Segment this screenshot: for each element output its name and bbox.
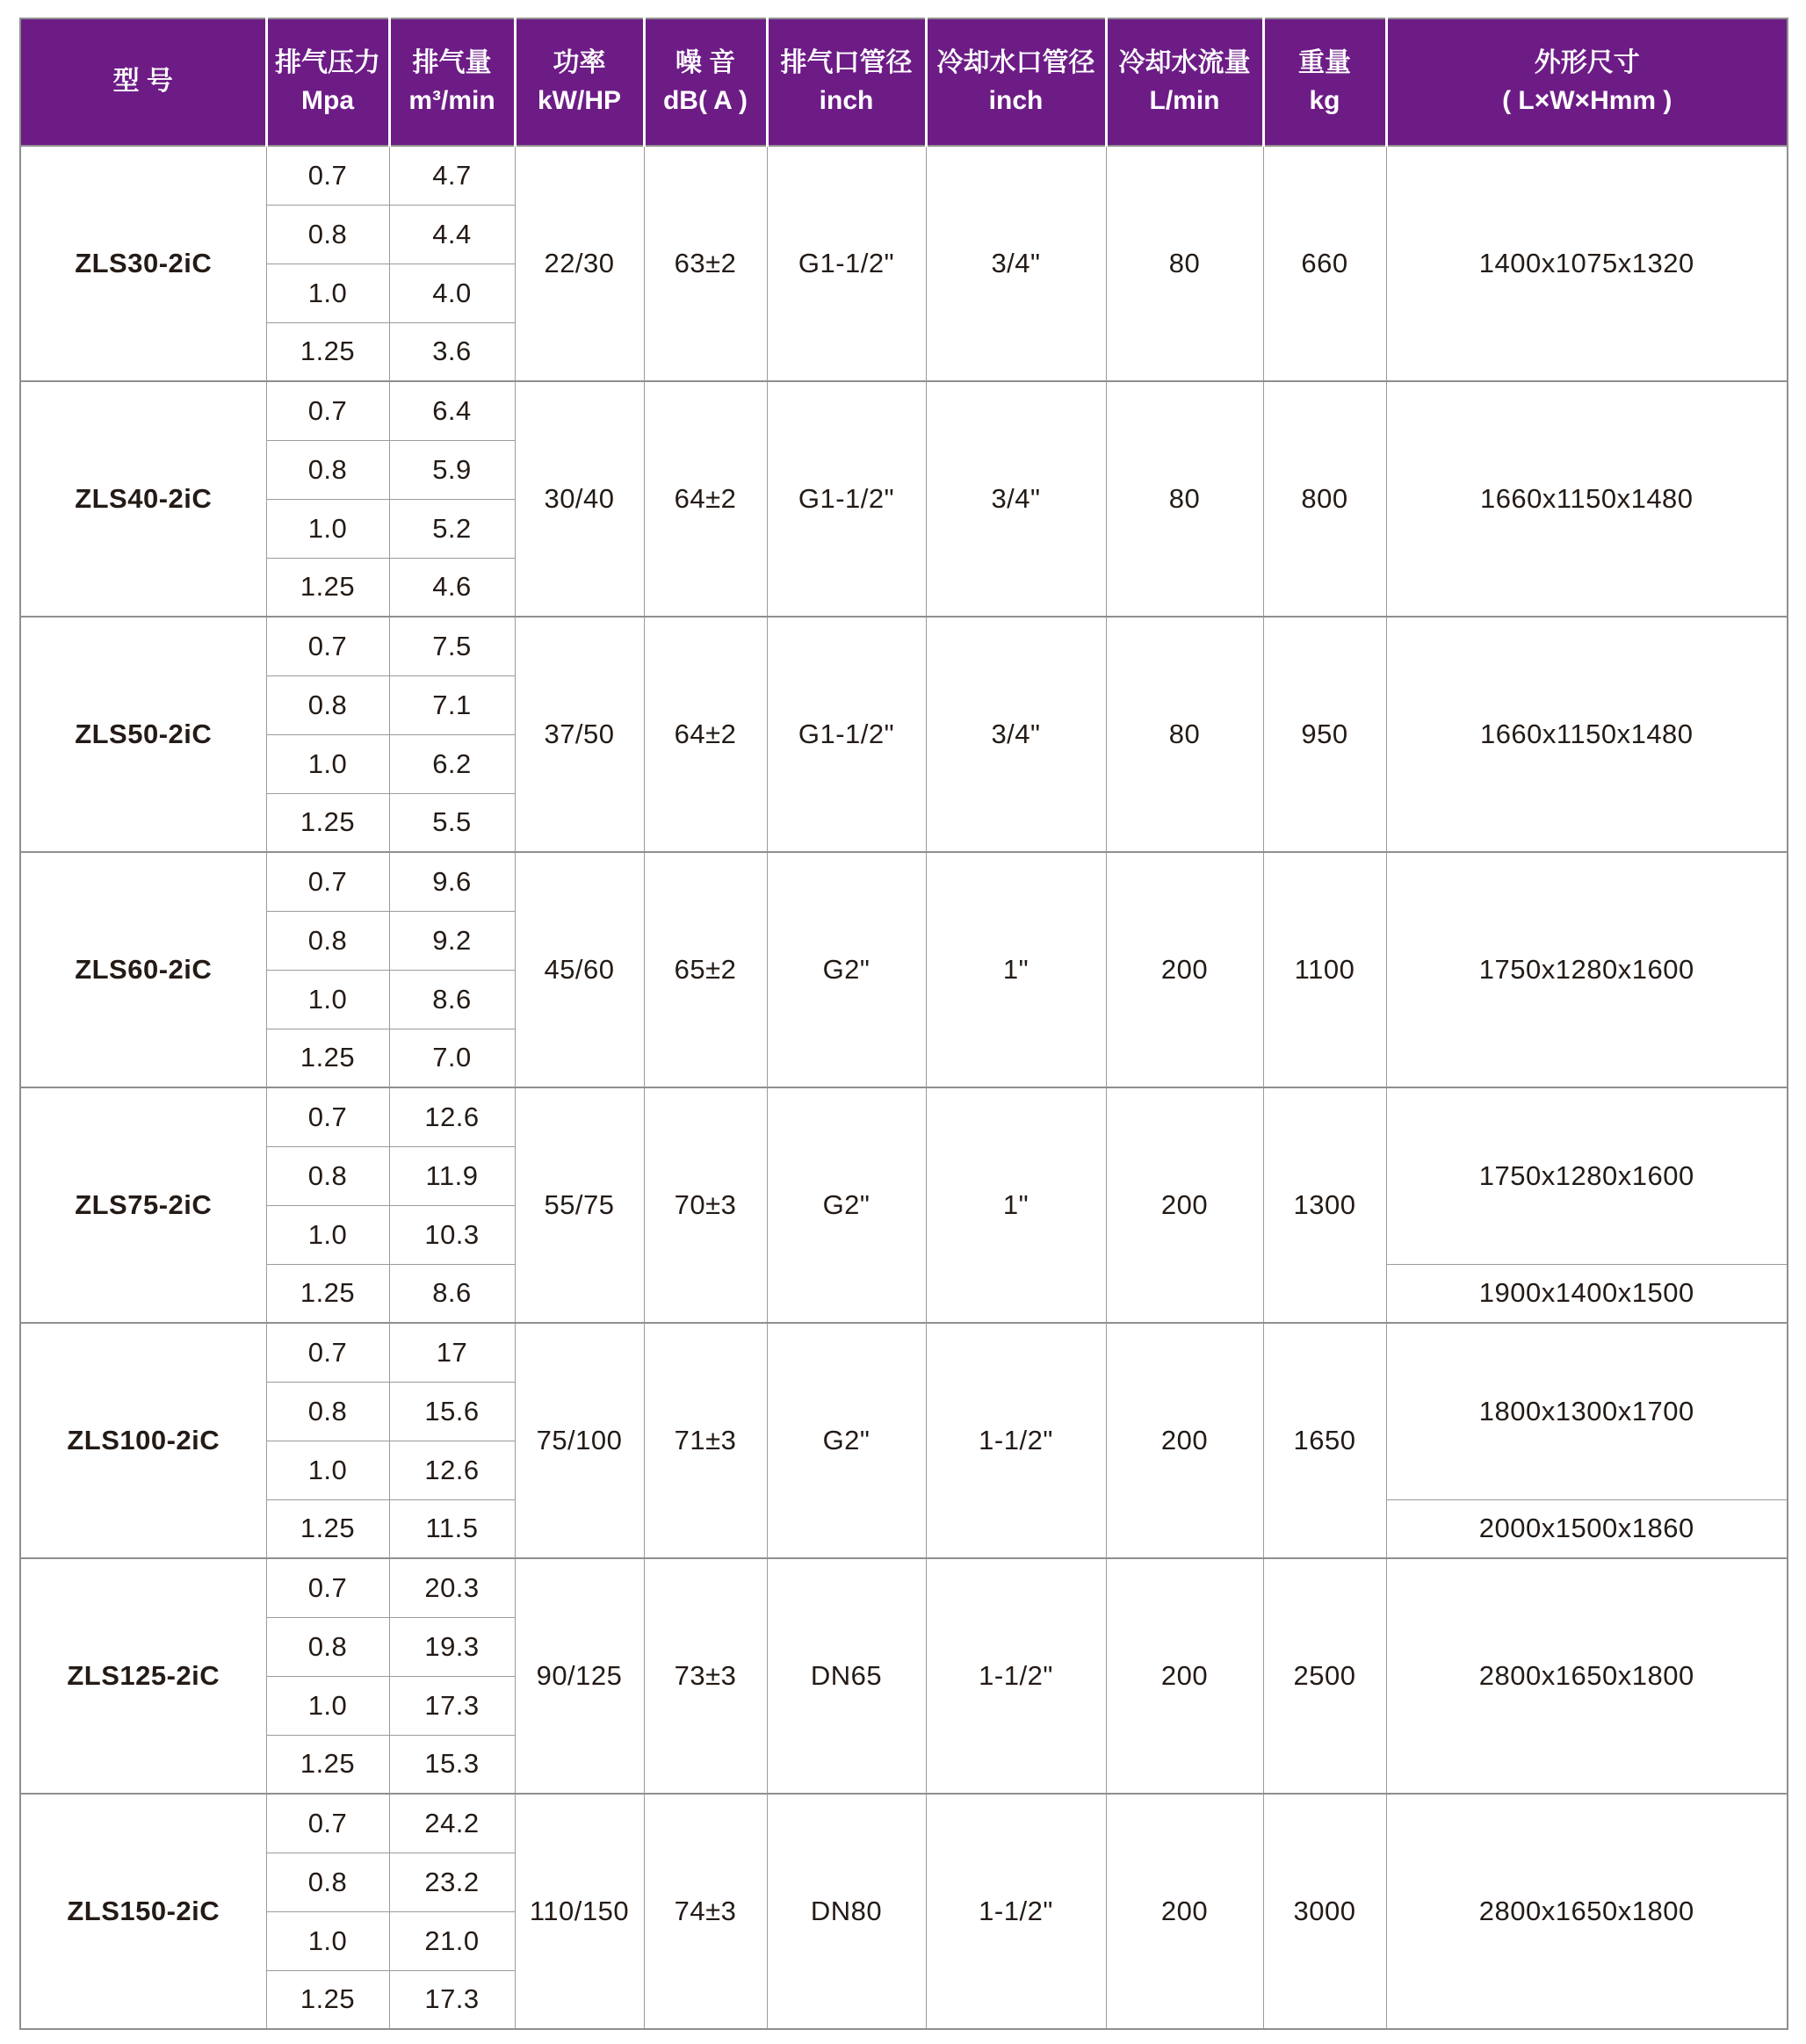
spec-table-header [20,18,1788,146]
flow-cell: 6.2 [389,734,515,793]
noise-cell: 64±2 [644,381,767,617]
outlet-pipe-cell: G1-1/2" [767,146,926,381]
flow-cell: 3.6 [389,322,515,381]
flow-cell: 23.2 [389,1853,515,1911]
spec-row-ZLS50-2iC-0 [20,617,1788,675]
dimensions-cell: 1660x1150x1480 [1386,381,1788,617]
flow-cell: 19.3 [389,1617,515,1676]
weight-cell: 2500 [1263,1558,1386,1794]
dimensions-cell-alt: 2000x1500x1860 [1386,1499,1788,1558]
pressure-cell: 1.25 [266,1029,389,1087]
pressure-cell: 1.0 [266,499,389,558]
water-flow-cell: 80 [1106,617,1263,852]
flow-cell: 4.6 [389,558,515,617]
flow-cell: 8.6 [389,970,515,1029]
spec-row-ZLS40-2iC-0 [20,381,1788,440]
water-flow-cell: 200 [1106,852,1263,1087]
pressure-cell: 0.7 [266,1794,389,1853]
model-cell: ZLS125-2iC [20,1558,266,1794]
power-cell: 45/60 [515,852,644,1087]
flow-cell: 5.9 [389,440,515,499]
weight-cell: 3000 [1263,1794,1386,2029]
weight-cell: 1100 [1263,852,1386,1087]
header-cell-model [20,18,266,146]
header-row [20,18,1788,146]
noise-cell: 70±3 [644,1087,767,1323]
pressure-cell: 1.25 [266,1499,389,1558]
flow-cell: 9.2 [389,911,515,970]
spec-row-ZLS150-2iC-0 [20,1794,1788,1853]
dimensions-cell: 1400x1075x1320 [1386,146,1788,381]
dimensions-cell: 1660x1150x1480 [1386,617,1788,852]
water-flow-cell: 80 [1106,146,1263,381]
pressure-cell: 1.0 [266,1205,389,1264]
power-cell: 75/100 [515,1323,644,1558]
model-cell: ZLS30-2iC [20,146,266,381]
header-title-dims: 外形尺寸 [1534,48,1640,77]
weight-cell: 950 [1263,617,1386,852]
pressure-cell: 0.7 [266,617,389,675]
power-cell: 110/150 [515,1794,644,2029]
spec-row-ZLS60-2iC-0 [20,852,1788,911]
flow-cell: 10.3 [389,1205,515,1264]
outlet-pipe-cell: G2" [767,852,926,1087]
header-title-flow: 排气量 [412,48,492,77]
pressure-cell: 0.7 [266,146,389,205]
pressure-cell: 1.0 [266,1911,389,1970]
header-unit-flow: m³/min [408,85,495,115]
water-port-cell: 3/4" [926,381,1106,617]
dimensions-cell: 2800x1650x1800 [1386,1558,1788,1794]
flow-cell: 4.0 [389,264,515,322]
weight-cell: 1650 [1263,1323,1386,1558]
flow-cell: 11.5 [389,1499,515,1558]
outlet-pipe-cell: G2" [767,1087,926,1323]
flow-cell: 17 [389,1323,515,1382]
header-cell-water_port [926,18,1106,146]
outlet-pipe-cell: G2" [767,1323,926,1558]
pressure-cell: 0.8 [266,440,389,499]
header-title-model: 型 号 [112,67,173,97]
flow-cell: 24.2 [389,1794,515,1853]
pressure-cell: 0.8 [266,911,389,970]
water-port-cell: 1" [926,1087,1106,1323]
pressure-cell: 0.8 [266,1853,389,1911]
model-cell: ZLS50-2iC [20,617,266,852]
noise-cell: 71±3 [644,1323,767,1558]
pressure-cell: 1.25 [266,1735,389,1794]
outlet-pipe-cell: DN80 [767,1794,926,2029]
power-cell: 90/125 [515,1558,644,1794]
water-port-cell: 1" [926,852,1106,1087]
spec-table-container [19,18,1787,2030]
header-title-outlet: 排气口管径 [780,48,913,77]
header-title-power: 功率 [553,48,606,77]
header-title-water_port: 冷却水口管径 [936,48,1095,77]
header-unit-dims: ( L×W×Hmm ) [1502,85,1672,115]
water-port-cell: 1-1/2" [926,1323,1106,1558]
pressure-cell: 0.8 [266,1146,389,1205]
flow-cell: 17.3 [389,1676,515,1735]
flow-cell: 15.6 [389,1382,515,1441]
flow-cell: 6.4 [389,381,515,440]
header-cell-dims [1386,18,1788,146]
pressure-cell: 1.0 [266,734,389,793]
model-cell: ZLS75-2iC [20,1087,266,1323]
header-unit-power: kW/HP [537,85,621,115]
header-cell-pressure [266,18,389,146]
header-unit-noise: dB( A ) [662,85,748,115]
water-flow-cell: 200 [1106,1558,1263,1794]
spec-table-body [20,146,1788,2029]
model-cell: ZLS60-2iC [20,852,266,1087]
header-unit-water_port: inch [988,85,1044,115]
header-title-pressure: 排气压力 [275,48,380,77]
pressure-cell: 0.8 [266,1617,389,1676]
water-port-cell: 1-1/2" [926,1794,1106,2029]
pressure-cell: 1.0 [266,1676,389,1735]
header-unit-weight: kg [1309,85,1340,115]
power-cell: 30/40 [515,381,644,617]
flow-cell: 21.0 [389,1911,515,1970]
dimensions-cell-alt: 1900x1400x1500 [1386,1264,1788,1323]
model-cell: ZLS150-2iC [20,1794,266,2029]
flow-cell: 7.0 [389,1029,515,1087]
noise-cell: 74±3 [644,1794,767,2029]
pressure-cell: 0.8 [266,205,389,264]
dimensions-cell: 1750x1280x1600 [1386,852,1788,1087]
flow-cell: 20.3 [389,1558,515,1617]
flow-cell: 15.3 [389,1735,515,1794]
outlet-pipe-cell: G1-1/2" [767,381,926,617]
noise-cell: 63±2 [644,146,767,381]
spec-row-ZLS30-2iC-0 [20,146,1788,205]
dimensions-cell: 1800x1300x1700 [1386,1323,1788,1499]
flow-cell: 4.7 [389,146,515,205]
water-port-cell: 1-1/2" [926,1558,1106,1794]
flow-cell: 12.6 [389,1087,515,1146]
header-unit-outlet: inch [819,85,874,115]
water-flow-cell: 200 [1106,1794,1263,2029]
flow-cell: 7.1 [389,675,515,734]
flow-cell: 7.5 [389,617,515,675]
header-title-weight: 重量 [1298,48,1351,77]
header-cell-noise [644,18,767,146]
dimensions-cell: 2800x1650x1800 [1386,1794,1788,2029]
header-cell-flow [389,18,515,146]
header-cell-weight [1263,18,1386,146]
water-port-cell: 3/4" [926,146,1106,381]
pressure-cell: 1.0 [266,970,389,1029]
pressure-cell: 1.25 [266,322,389,381]
water-flow-cell: 200 [1106,1087,1263,1323]
spec-row-ZLS125-2iC-0 [20,1558,1788,1617]
compressor-spec-table [19,18,1788,2030]
pressure-cell: 0.7 [266,1087,389,1146]
pressure-cell: 0.7 [266,1558,389,1617]
pressure-cell: 1.25 [266,793,389,852]
power-cell: 55/75 [515,1087,644,1323]
pressure-cell: 0.8 [266,1382,389,1441]
pressure-cell: 1.25 [266,1264,389,1323]
flow-cell: 8.6 [389,1264,515,1323]
header-unit-pressure: Mpa [301,85,354,115]
model-cell: ZLS100-2iC [20,1323,266,1558]
header-cell-water_flow [1106,18,1263,146]
header-cell-power [515,18,644,146]
pressure-cell: 0.7 [266,1323,389,1382]
flow-cell: 9.6 [389,852,515,911]
flow-cell: 5.5 [389,793,515,852]
outlet-pipe-cell: G1-1/2" [767,617,926,852]
weight-cell: 660 [1263,146,1386,381]
model-cell: ZLS40-2iC [20,381,266,617]
spec-row-ZLS75-2iC-0 [20,1087,1788,1146]
noise-cell: 73±3 [644,1558,767,1794]
flow-cell: 5.2 [389,499,515,558]
pressure-cell: 1.0 [266,264,389,322]
power-cell: 22/30 [515,146,644,381]
flow-cell: 11.9 [389,1146,515,1205]
spec-row-ZLS100-2iC-0 [20,1323,1788,1382]
header-cell-outlet [767,18,926,146]
water-flow-cell: 200 [1106,1323,1263,1558]
header-unit-water_flow: L/min [1149,85,1220,115]
pressure-cell: 1.25 [266,1970,389,2029]
weight-cell: 1300 [1263,1087,1386,1323]
pressure-cell: 1.0 [266,1441,389,1499]
flow-cell: 12.6 [389,1441,515,1499]
pressure-cell: 0.7 [266,852,389,911]
flow-cell: 17.3 [389,1970,515,2029]
outlet-pipe-cell: DN65 [767,1558,926,1794]
weight-cell: 800 [1263,381,1386,617]
dimensions-cell: 1750x1280x1600 [1386,1087,1788,1264]
pressure-cell: 0.8 [266,675,389,734]
water-port-cell: 3/4" [926,617,1106,852]
noise-cell: 64±2 [644,617,767,852]
flow-cell: 4.4 [389,205,515,264]
header-title-water_flow: 冷却水流量 [1118,48,1251,77]
power-cell: 37/50 [515,617,644,852]
pressure-cell: 1.25 [266,558,389,617]
header-title-noise: 噪 音 [675,48,736,77]
noise-cell: 65±2 [644,852,767,1087]
pressure-cell: 0.7 [266,381,389,440]
water-flow-cell: 80 [1106,381,1263,617]
